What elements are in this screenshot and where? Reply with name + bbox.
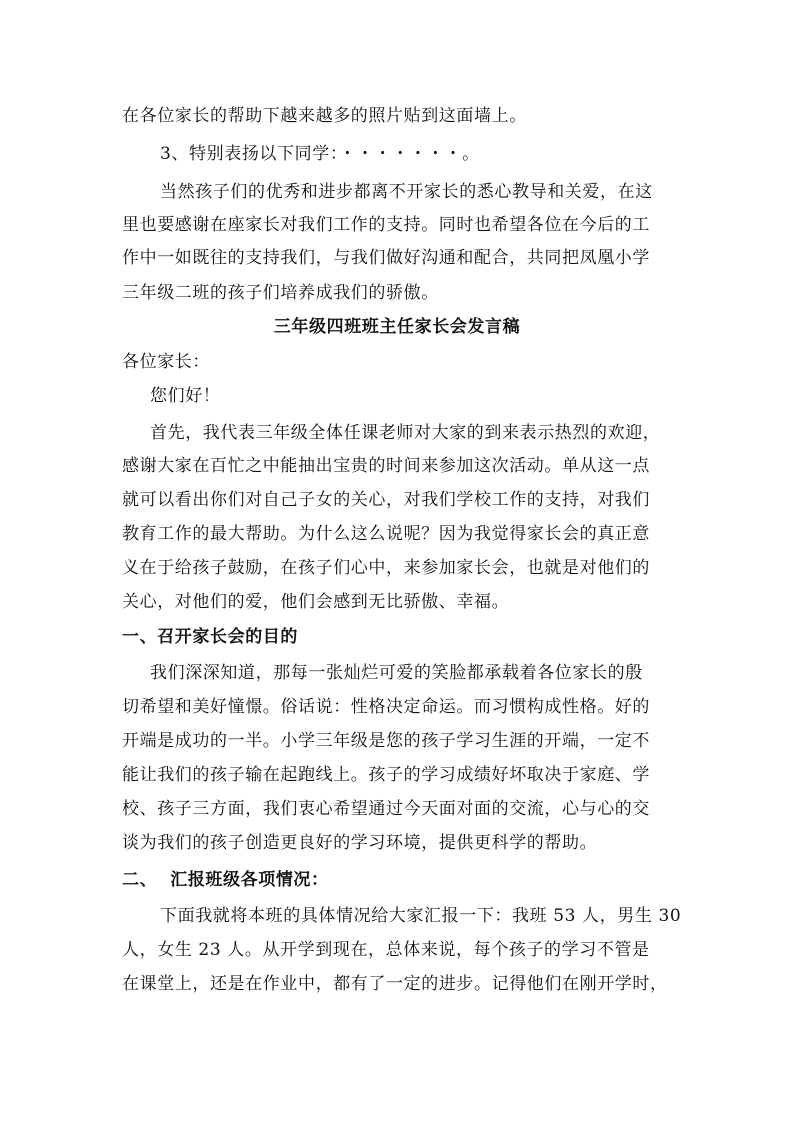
paragraph-line: 三年级二班的孩子们培养成我们的骄傲。 (122, 283, 439, 303)
paragraph-line: 教育工作的最大帮助。为什么这么说呢？因为我觉得家长会的真正意 (122, 524, 650, 544)
paragraph-line: 作中一如既往的支持我们，与我们做好沟通和配合，共同把凤凰小学 (122, 248, 650, 268)
paragraph-line: 首先，我代表三年级全体任课老师对大家的到来表示热烈的欢迎， (150, 423, 661, 443)
document-title: 三年级四班班主任家长会发言稿 (273, 317, 521, 337)
paragraph-line: 下面我就将本班的具体情况给大家汇报一下：我班 53 人，男生 30 (160, 906, 682, 926)
section-heading: 一、召开家长会的目的 (122, 627, 298, 647)
paragraph-line: 里也要感谢在座家长对我们工作的支持。同时也希望各位在今后的工 (122, 215, 650, 235)
greeting: 您们好！ (150, 386, 221, 406)
paragraph-line: 我们深深知道，那每一张灿烂可爱的笑脸都承载着各位家长的殷 (150, 663, 643, 683)
paragraph-line: 开端是成功的一半。小学三年级是您的孩子学习生涯的开端，一定不 (122, 731, 650, 751)
paragraph-line: 义在于给孩子鼓励，在孩子们心中，来参加家长会，也就是对他们的 (122, 558, 650, 578)
paragraph-line: 人，女生 23 人。从开学到现在，总体来说，每个孩子的学习不管是 (122, 940, 650, 960)
paragraph-line: 能让我们的孩子输在起跑线上。孩子的学习成绩好坏取决于家庭、学 (122, 765, 650, 785)
paragraph-line: 校、孩子三方面，我们衷心希望通过今天面对面的交流，心与心的交 (122, 799, 650, 819)
paragraph-line: 感谢大家在百忙之中能抽出宝贵的时间来参加这次活动。单从这一点 (122, 456, 650, 476)
paragraph-line: 3、特别表扬以下同学：・・・・・・・。 (160, 144, 480, 164)
salutation: 各位家长： (122, 352, 210, 372)
paragraph-line: 在各位家长的帮助下越来越多的照片贴到这面墙上。 (122, 106, 527, 126)
paragraph-line: 关心，对他们的爱，他们会感到无比骄傲、幸福。 (122, 592, 510, 612)
paragraph-line: 切希望和美好憧憬。俗话说：性格决定命运。而习惯构成性格。好的 (122, 697, 650, 717)
paragraph-line: 当然孩子们的优秀和进步都离不开家长的悉心教导和关爱，在这 (160, 182, 653, 202)
paragraph-line: 在课堂上，还是在作业中，都有了一定的进步。记得他们在刚开学时， (122, 974, 668, 994)
section-heading: 二、 汇报班级各项情况： (122, 870, 329, 890)
paragraph-line: 就可以看出你们对自己子女的关心，对我们学校工作的支持，对我们 (122, 490, 650, 510)
paragraph-line: 谈为我们的孩子创造更良好的学习环境，提供更科学的帮助。 (122, 833, 598, 853)
